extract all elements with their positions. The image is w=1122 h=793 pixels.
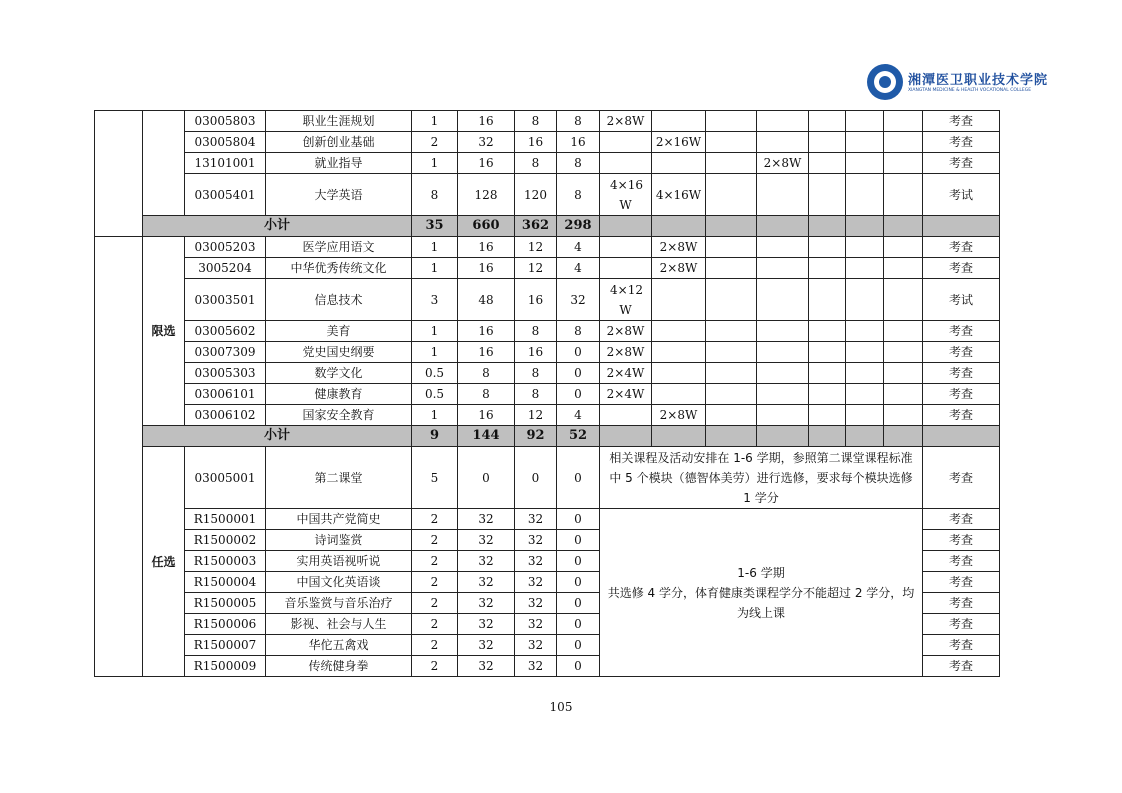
credit: 1	[412, 321, 458, 342]
semester-2	[652, 342, 706, 363]
semester-5	[809, 321, 846, 342]
course-name: 中华优秀传统文化	[266, 258, 412, 279]
assessment: 考试	[923, 174, 1000, 216]
table-row	[95, 279, 1000, 321]
total-hours: 32	[458, 656, 515, 677]
semester-6	[846, 132, 884, 153]
semester-1	[600, 258, 652, 279]
course-code: 03005602	[185, 321, 266, 342]
table-row	[95, 111, 1000, 132]
table-row	[95, 342, 1000, 363]
semester-1: 2×8W	[600, 111, 652, 132]
course-name: 信息技术	[266, 279, 412, 321]
total-hours: 16	[458, 237, 515, 258]
course-name: 健康教育	[266, 384, 412, 405]
table-row	[95, 153, 1000, 174]
assessment: 考查	[923, 342, 1000, 363]
semester-5	[809, 174, 846, 216]
semester-1: 2×4W	[600, 384, 652, 405]
remark	[884, 405, 923, 426]
semester-6	[846, 258, 884, 279]
semester-6	[846, 342, 884, 363]
page-number: 105	[549, 700, 573, 714]
practice-hours: 0	[557, 384, 600, 405]
credit: 5	[412, 447, 458, 509]
semester-2	[652, 384, 706, 405]
table-row	[95, 363, 1000, 384]
category-elective-required: 限选	[143, 237, 185, 426]
practice-hours: 0	[557, 551, 600, 572]
semester-2	[652, 153, 706, 174]
remark	[884, 321, 923, 342]
semester-1	[600, 237, 652, 258]
subtotal-credit: 9	[412, 426, 458, 447]
semester-4	[757, 405, 809, 426]
practice-hours: 0	[557, 342, 600, 363]
online-note-detail: 共选修 4 学分，体育健康类课程学分不能超过 2 学分，均为线上课	[607, 585, 915, 620]
subtotal-row	[95, 216, 1000, 237]
semester-3	[706, 174, 757, 216]
semester-4	[757, 279, 809, 321]
total-hours: 48	[458, 279, 515, 321]
semester-5	[809, 258, 846, 279]
semester-5	[809, 132, 846, 153]
remark	[884, 258, 923, 279]
semester-3	[706, 321, 757, 342]
course-code: 3005204	[185, 258, 266, 279]
subtotal-practice: 52	[557, 426, 600, 447]
theory-hours: 12	[515, 405, 557, 426]
semester-2: 2×16W	[652, 132, 706, 153]
online-note-semester: 1-6 学期	[737, 565, 785, 580]
credit: 1	[412, 405, 458, 426]
theory-hours: 32	[515, 509, 557, 530]
semester-6	[846, 174, 884, 216]
assessment: 考查	[923, 656, 1000, 677]
course-code: 03007309	[185, 342, 266, 363]
subtotal-empty	[652, 426, 706, 447]
subtotal-empty	[706, 216, 757, 237]
subtotal-hours: 660	[458, 216, 515, 237]
credit: 1	[412, 237, 458, 258]
semester-3	[706, 405, 757, 426]
theory-hours: 12	[515, 237, 557, 258]
table-row	[95, 237, 1000, 258]
semester-5	[809, 153, 846, 174]
course-name: 美育	[266, 321, 412, 342]
subtotal-empty	[923, 426, 1000, 447]
practice-hours: 0	[557, 593, 600, 614]
course-code: 03005803	[185, 111, 266, 132]
semester-3	[706, 153, 757, 174]
total-hours: 8	[458, 363, 515, 384]
theory-hours: 12	[515, 258, 557, 279]
course-code: R1500001	[185, 509, 266, 530]
total-hours: 16	[458, 258, 515, 279]
group-cell	[95, 111, 143, 237]
assessment: 考查	[923, 111, 1000, 132]
semester-6	[846, 405, 884, 426]
semester-4	[757, 321, 809, 342]
semester-4	[757, 111, 809, 132]
semester-5	[809, 237, 846, 258]
semester-2: 2×8W	[652, 405, 706, 426]
theory-hours: 16	[515, 342, 557, 363]
semester-2: 4×16W	[652, 174, 706, 216]
theory-hours: 120	[515, 174, 557, 216]
semester-1: 4×16 W	[600, 174, 652, 216]
semester-2	[652, 363, 706, 384]
subtotal-credit: 35	[412, 216, 458, 237]
subtotal-empty	[600, 216, 652, 237]
course-name: 第二课堂	[266, 447, 412, 509]
assessment: 考查	[923, 593, 1000, 614]
practice-hours: 0	[557, 656, 600, 677]
credit: 2	[412, 509, 458, 530]
semester-5	[809, 363, 846, 384]
assessment: 考查	[923, 258, 1000, 279]
practice-hours: 0	[557, 530, 600, 551]
course-name: 实用英语视听说	[266, 551, 412, 572]
course-code: 03005401	[185, 174, 266, 216]
remark	[884, 132, 923, 153]
semester-4: 2×8W	[757, 153, 809, 174]
subtotal-label: 小计	[143, 216, 412, 237]
semester-5	[809, 342, 846, 363]
assessment: 考查	[923, 132, 1000, 153]
table-row	[95, 321, 1000, 342]
table-row	[95, 384, 1000, 405]
group-cell	[95, 237, 143, 677]
total-hours: 16	[458, 405, 515, 426]
subtotal-empty	[600, 426, 652, 447]
theory-hours: 32	[515, 614, 557, 635]
semester-5	[809, 384, 846, 405]
practice-hours: 4	[557, 237, 600, 258]
total-hours: 16	[458, 321, 515, 342]
theory-hours: 0	[515, 447, 557, 509]
remark	[884, 384, 923, 405]
subtotal-empty	[757, 216, 809, 237]
credit: 8	[412, 174, 458, 216]
credit: 2	[412, 572, 458, 593]
table-row	[95, 405, 1000, 426]
course-name: 影视、社会与人生	[266, 614, 412, 635]
theory-hours: 8	[515, 321, 557, 342]
school-name: 湘潭医卫职业技术学院	[908, 73, 1049, 88]
total-hours: 32	[458, 530, 515, 551]
theory-hours: 32	[515, 530, 557, 551]
subtotal-empty	[884, 216, 923, 237]
course-name: 职业生涯规划	[266, 111, 412, 132]
subtotal-hours: 144	[458, 426, 515, 447]
subtotal-theory: 362	[515, 216, 557, 237]
theory-hours: 32	[515, 593, 557, 614]
subtotal-empty	[809, 216, 846, 237]
practice-hours: 32	[557, 279, 600, 321]
category-elective-free: 任选	[143, 447, 185, 677]
table-row	[95, 509, 1000, 530]
semester-1	[600, 405, 652, 426]
assessment: 考查	[923, 237, 1000, 258]
semester-2: 2×8W	[652, 237, 706, 258]
subtotal-empty	[706, 426, 757, 447]
subtotal-label: 小计	[143, 426, 412, 447]
credit: 2	[412, 551, 458, 572]
total-hours: 8	[458, 384, 515, 405]
credit: 2	[412, 132, 458, 153]
practice-hours: 8	[557, 321, 600, 342]
credit: 0.5	[412, 384, 458, 405]
semester-2: 2×8W	[652, 258, 706, 279]
credit: 1	[412, 111, 458, 132]
assessment: 考查	[923, 614, 1000, 635]
category-cell	[143, 111, 185, 216]
total-hours: 32	[458, 132, 515, 153]
semester-4	[757, 237, 809, 258]
semester-3	[706, 132, 757, 153]
assessment: 考查	[923, 384, 1000, 405]
table-row	[95, 132, 1000, 153]
school-emblem-icon	[867, 64, 903, 100]
assessment: 考查	[923, 447, 1000, 509]
semester-6	[846, 153, 884, 174]
total-hours: 16	[458, 342, 515, 363]
subtotal-empty	[652, 216, 706, 237]
credit: 1	[412, 153, 458, 174]
semester-4	[757, 342, 809, 363]
practice-hours: 0	[557, 572, 600, 593]
semester-4	[757, 363, 809, 384]
semester-2	[652, 279, 706, 321]
credit: 2	[412, 614, 458, 635]
semester-3	[706, 111, 757, 132]
theory-hours: 16	[515, 132, 557, 153]
subtotal-empty	[923, 216, 1000, 237]
semester-6	[846, 279, 884, 321]
subtotal-theory: 92	[515, 426, 557, 447]
theory-hours: 16	[515, 279, 557, 321]
course-code: R1500002	[185, 530, 266, 551]
semester-5	[809, 111, 846, 132]
assessment: 考查	[923, 635, 1000, 656]
subtotal-empty	[846, 426, 884, 447]
table-row	[95, 447, 1000, 509]
course-code: R1500005	[185, 593, 266, 614]
semester-3	[706, 363, 757, 384]
semester-1: 2×4W	[600, 363, 652, 384]
course-name: 数学文化	[266, 363, 412, 384]
credit: 1	[412, 342, 458, 363]
remark	[884, 153, 923, 174]
credit: 2	[412, 530, 458, 551]
course-name: 创新创业基础	[266, 132, 412, 153]
semester-3	[706, 258, 757, 279]
course-name: 大学英语	[266, 174, 412, 216]
total-hours: 32	[458, 572, 515, 593]
total-hours: 0	[458, 447, 515, 509]
subtotal-empty	[757, 426, 809, 447]
semester-3	[706, 279, 757, 321]
assessment: 考查	[923, 551, 1000, 572]
total-hours: 32	[458, 509, 515, 530]
remark	[884, 174, 923, 216]
total-hours: 32	[458, 551, 515, 572]
semester-1: 2×8W	[600, 321, 652, 342]
practice-hours: 0	[557, 614, 600, 635]
semester-1: 4×12 W	[600, 279, 652, 321]
theory-hours: 8	[515, 363, 557, 384]
course-name: 音乐鉴赏与音乐治疗	[266, 593, 412, 614]
subtotal-empty	[884, 426, 923, 447]
semester-3	[706, 237, 757, 258]
remark	[884, 237, 923, 258]
assessment: 考查	[923, 509, 1000, 530]
course-code: 03005303	[185, 363, 266, 384]
theory-hours: 32	[515, 635, 557, 656]
credit: 2	[412, 656, 458, 677]
course-code: R1500009	[185, 656, 266, 677]
theory-hours: 8	[515, 111, 557, 132]
course-name: 中国共产党简史	[266, 509, 412, 530]
semester-1	[600, 132, 652, 153]
assessment: 考查	[923, 530, 1000, 551]
subtotal-row	[95, 426, 1000, 447]
course-name: 国家安全教育	[266, 405, 412, 426]
theory-hours: 32	[515, 551, 557, 572]
course-code: 03005203	[185, 237, 266, 258]
assessment: 考查	[923, 363, 1000, 384]
practice-hours: 0	[557, 363, 600, 384]
semester-6	[846, 363, 884, 384]
course-code: 13101001	[185, 153, 266, 174]
practice-hours: 0	[557, 447, 600, 509]
theory-hours: 32	[515, 656, 557, 677]
subtotal-empty	[809, 426, 846, 447]
course-name: 医学应用语文	[266, 237, 412, 258]
semester-6	[846, 111, 884, 132]
practice-hours: 0	[557, 635, 600, 656]
online-course-note	[600, 509, 923, 677]
semester-4	[757, 384, 809, 405]
semester-6	[846, 321, 884, 342]
total-hours: 32	[458, 614, 515, 635]
course-name: 诗词鉴赏	[266, 530, 412, 551]
practice-hours: 8	[557, 153, 600, 174]
semester-6	[846, 237, 884, 258]
semester-2	[652, 321, 706, 342]
course-code: 03005001	[185, 447, 266, 509]
assessment: 考试	[923, 279, 1000, 321]
assessment: 考查	[923, 153, 1000, 174]
curriculum-table	[94, 110, 1000, 677]
semester-4	[757, 174, 809, 216]
course-code: R1500003	[185, 551, 266, 572]
course-code: R1500007	[185, 635, 266, 656]
semester-5	[809, 279, 846, 321]
course-code: 03006101	[185, 384, 266, 405]
remark	[884, 111, 923, 132]
theory-hours: 32	[515, 572, 557, 593]
total-hours: 16	[458, 111, 515, 132]
course-code: 03006102	[185, 405, 266, 426]
theory-hours: 8	[515, 153, 557, 174]
second-class-note: 相关课程及活动安排在 1-6 学期，参照第二课堂课程标准中 5 个模块（德智体美劳）进行选修，要求每个模块选修 1 学分	[600, 447, 923, 509]
semester-4	[757, 132, 809, 153]
course-name: 党史国史纲要	[266, 342, 412, 363]
practice-hours: 4	[557, 258, 600, 279]
table-row	[95, 174, 1000, 216]
credit: 2	[412, 593, 458, 614]
course-code: 03003501	[185, 279, 266, 321]
semester-2	[652, 111, 706, 132]
practice-hours: 4	[557, 405, 600, 426]
practice-hours: 8	[557, 174, 600, 216]
table-row	[95, 258, 1000, 279]
school-logo	[867, 64, 1049, 104]
semester-1: 2×8W	[600, 342, 652, 363]
semester-1	[600, 153, 652, 174]
subtotal-practice: 298	[557, 216, 600, 237]
practice-hours: 16	[557, 132, 600, 153]
semester-5	[809, 405, 846, 426]
total-hours: 128	[458, 174, 515, 216]
credit: 3	[412, 279, 458, 321]
course-code: R1500006	[185, 614, 266, 635]
remark	[884, 342, 923, 363]
remark	[884, 363, 923, 384]
assessment: 考查	[923, 405, 1000, 426]
total-hours: 32	[458, 635, 515, 656]
remark	[884, 279, 923, 321]
practice-hours: 0	[557, 509, 600, 530]
assessment: 考查	[923, 572, 1000, 593]
semester-4	[757, 258, 809, 279]
semester-3	[706, 384, 757, 405]
credit: 1	[412, 258, 458, 279]
semester-3	[706, 342, 757, 363]
course-name: 传统健身拳	[266, 656, 412, 677]
course-name: 中国文化英语谈	[266, 572, 412, 593]
total-hours: 32	[458, 593, 515, 614]
subtotal-empty	[846, 216, 884, 237]
semester-6	[846, 384, 884, 405]
course-name: 华佗五禽戏	[266, 635, 412, 656]
assessment: 考查	[923, 321, 1000, 342]
course-code: R1500004	[185, 572, 266, 593]
course-code: 03005804	[185, 132, 266, 153]
credit: 0.5	[412, 363, 458, 384]
credit: 2	[412, 635, 458, 656]
practice-hours: 8	[557, 111, 600, 132]
course-name: 就业指导	[266, 153, 412, 174]
total-hours: 16	[458, 153, 515, 174]
school-name-en: XIANGTAN MEDICINE & HEALTH VOCATIONAL COLLEGE	[908, 88, 1032, 93]
theory-hours: 8	[515, 384, 557, 405]
